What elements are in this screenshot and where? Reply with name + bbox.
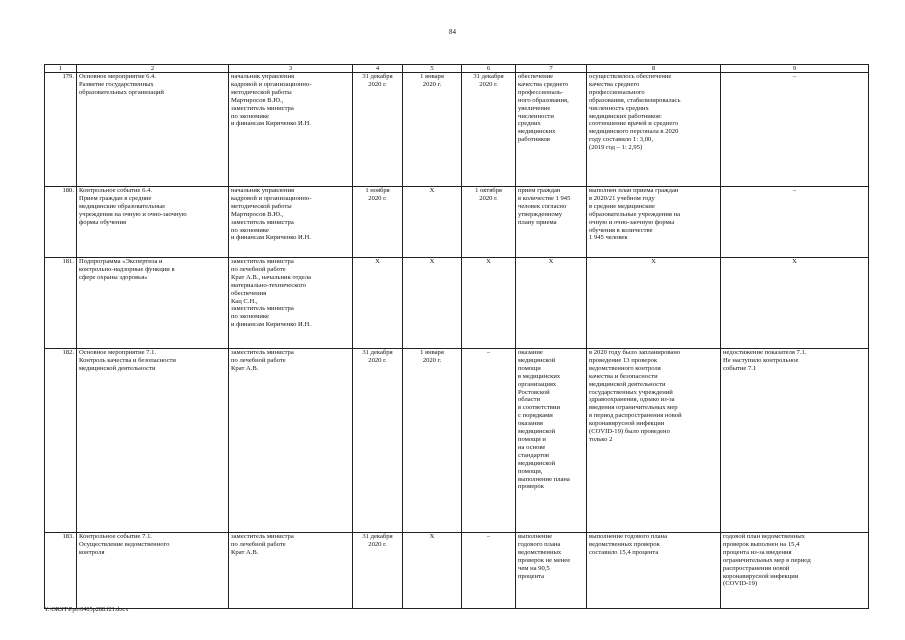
plan-end-date-cell: 31 декабря 2020 г. bbox=[353, 349, 403, 533]
fact-start-date-cell: 1 января 2020 г. bbox=[403, 73, 462, 187]
row-number-cell: 183. bbox=[45, 533, 77, 609]
column-header: 1 bbox=[45, 65, 77, 73]
responsible-cell: заместитель министра по лечебной работе Крат А.В. bbox=[229, 533, 353, 609]
actual-result-cell: в 2020 году было запланировано проведение 13 проверок ведомственного контроля качества и безопасности медицинской деятельности государственных учреждений здравоохранения, однако из-за введения ограничительных мер в период распространения новой коронавирусной инфекции (COVID-19) было проведено только 2 bbox=[587, 349, 721, 533]
column-header: 4 bbox=[353, 65, 403, 73]
report-table bbox=[44, 64, 869, 609]
responsible-cell: заместитель министра по лечебной работе Крат А.В. bbox=[229, 349, 353, 533]
fact-start-date-cell: X bbox=[403, 187, 462, 258]
row-number-cell: 181. bbox=[45, 258, 77, 349]
responsible-cell: начальник управления кадровой и организационно- методической работы Мартиросов В.Ю., заместитель министра по экономике и финансам Кириченко И.Н. bbox=[229, 187, 353, 258]
planned-result-cell: X bbox=[516, 258, 587, 349]
actual-result-cell: выполнен план приема граждан в 2020/21 учебном году в средние медицинские образовательные учреждения на очную и очно-заочную формы обучения в количестве 1 945 человек bbox=[587, 187, 721, 258]
row-number-cell: 182. bbox=[45, 349, 77, 533]
fact-end-date-cell: 1 октября 2020 г. bbox=[462, 187, 516, 258]
measure-name-cell: Основное мероприятие 6.4. Развитие государственных образовательных организаций bbox=[77, 73, 229, 187]
table-row bbox=[45, 73, 869, 187]
fact-end-date-cell: X bbox=[462, 258, 516, 349]
fact-end-date-cell: – bbox=[462, 349, 516, 533]
problems-cell: недостижение показателя 7.1. Не наступило контрольное событие 7.1 bbox=[721, 349, 869, 533]
table-row bbox=[45, 349, 869, 533]
table-row bbox=[45, 533, 869, 609]
actual-result-cell: выполнение годового плана ведомственных проверок составило 15,4 процента bbox=[587, 533, 721, 609]
plan-end-date-cell: 31 декабря 2020 г. bbox=[353, 73, 403, 187]
actual-result-cell: осуществлялось обеспечение качества среднего профессионального образования, стабилизировалась численность средних медицинских работников: соотношение врачей и среднего медицинского персонала в 2020 году составило 1: 3,00, (2019 год – 1: 2,95) bbox=[587, 73, 721, 187]
problems-cell: годовой план ведомственных проверок выполнен на 15,4 процента из-за введения ограничительных мер в период распространения новой коронавирусной инфекции (COVID-19) bbox=[721, 533, 869, 609]
column-number-row bbox=[45, 65, 869, 73]
row-number-cell: 180. bbox=[45, 187, 77, 258]
plan-end-date-cell: 31 декабря 2020 г. bbox=[353, 533, 403, 609]
responsible-cell: начальник управления кадровой и организационно- методической работы Мартиросов В.Ю., заместитель министра по экономике и финансам Кириченко И.Н. bbox=[229, 73, 353, 187]
fact-start-date-cell: X bbox=[403, 258, 462, 349]
fact-end-date-cell: – bbox=[462, 533, 516, 609]
column-header: 6 bbox=[462, 65, 516, 73]
fact-start-date-cell: 1 января 2020 г. bbox=[403, 349, 462, 533]
responsible-cell: заместитель министра по лечебной работе Крат А.В., начальник отдела материально-технического обеспечения Кац С.Н., заместитель министра по экономике и финансам Кириченко И.Н. bbox=[229, 258, 353, 349]
column-header: 9 bbox=[721, 65, 869, 73]
column-header: 7 bbox=[516, 65, 587, 73]
actual-result-cell: X bbox=[587, 258, 721, 349]
plan-end-date-cell: X bbox=[353, 258, 403, 349]
column-header: 8 bbox=[587, 65, 721, 73]
page-number: 84 bbox=[449, 28, 456, 36]
planned-result-cell: обеспечение качества среднего профессиональ- ного образования, увеличение численности средних медицинских работников bbox=[516, 73, 587, 187]
document-file-path: Y:\ORST\Ppo\0405p288.f21.docx bbox=[44, 606, 129, 613]
problems-cell: X bbox=[721, 258, 869, 349]
planned-result-cell: оказание медицинской помощи в медицинских организациях Ростовской области в соответствии с порядками оказания медицинской помощи и на основе стандартов медицинской помощи, выполнение плана проверок bbox=[516, 349, 587, 533]
table-row bbox=[45, 187, 869, 258]
column-header: 2 bbox=[77, 65, 229, 73]
measure-name-cell: Основное мероприятие 7.1. Контроль качества и безопасности медицинской деятельности bbox=[77, 349, 229, 533]
fact-start-date-cell: X bbox=[403, 533, 462, 609]
measure-name-cell: Контрольное событие 6.4. Прием граждан в средние медицинские образовательные учреждения на очную и очно-заочную формы обучения bbox=[77, 187, 229, 258]
measure-name-cell: Подпрограмма «Экспертиза и контрольно-надзорные функции в сфере охраны здоровья» bbox=[77, 258, 229, 349]
planned-result-cell: выполнение годового плана ведомственных проверок не менее чем на 90,5 процента bbox=[516, 533, 587, 609]
column-header: 3 bbox=[229, 65, 353, 73]
fact-end-date-cell: 31 декабря 2020 г. bbox=[462, 73, 516, 187]
row-number-cell: 179. bbox=[45, 73, 77, 187]
problems-cell: – bbox=[721, 187, 869, 258]
table-row bbox=[45, 258, 869, 349]
column-header: 5 bbox=[403, 65, 462, 73]
measure-name-cell: Контрольное событие 7.1. Осуществление ведомственного контроля bbox=[77, 533, 229, 609]
plan-end-date-cell: 1 ноября 2020 г. bbox=[353, 187, 403, 258]
problems-cell: – bbox=[721, 73, 869, 187]
planned-result-cell: прием граждан в количестве 1 945 человек согласно утвержденному плану приема bbox=[516, 187, 587, 258]
